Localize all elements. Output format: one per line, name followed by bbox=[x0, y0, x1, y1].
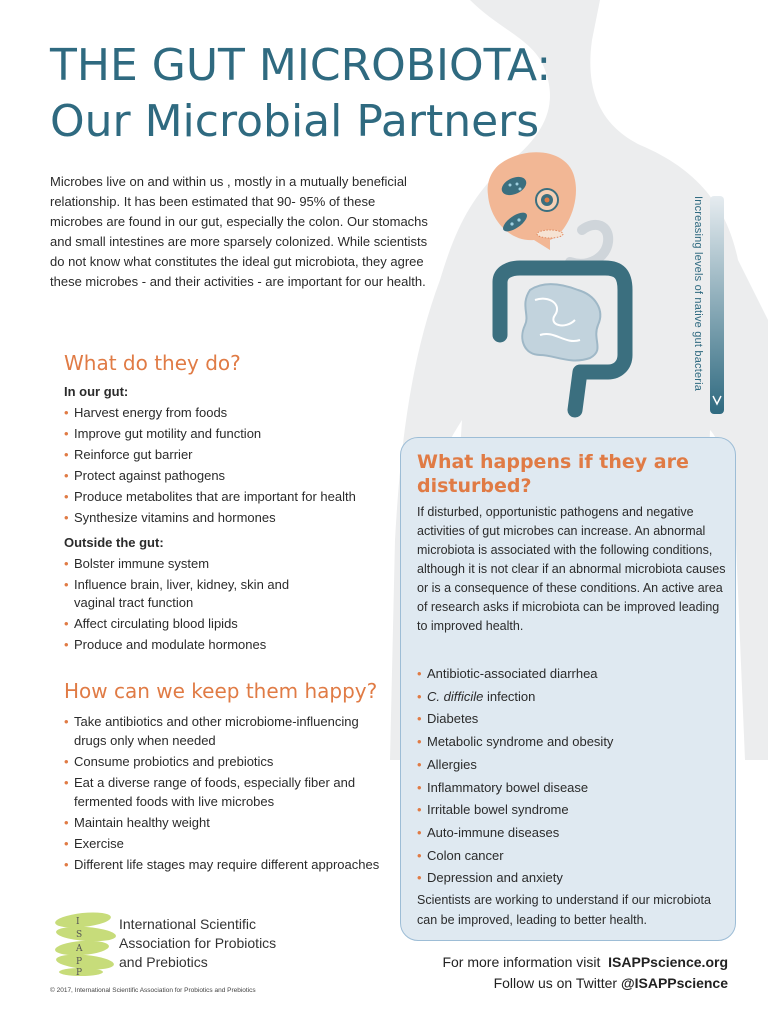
page-title bbox=[50, 38, 670, 150]
list-item: • Irritable bowel syndrome bbox=[417, 799, 727, 822]
org-name bbox=[119, 915, 319, 972]
conditions-list bbox=[417, 663, 727, 890]
list-item: • Inflammatory bowel disease bbox=[417, 777, 727, 800]
isapp-logo bbox=[50, 910, 120, 976]
svg-text:P: P bbox=[76, 968, 83, 976]
list-item: • Different life stages may require different approaches bbox=[64, 855, 384, 874]
intestine-icon bbox=[500, 268, 625, 410]
title-line-2: Our Microbial Partners bbox=[50, 96, 540, 147]
disturbed-outro: Scientists are working to understand if our microbiota can be improved, leading to better health. bbox=[417, 893, 711, 927]
list-item: • Reinforce gut barrier bbox=[64, 445, 394, 465]
disturbed-heading: What happens if they are disturbed? bbox=[417, 451, 689, 497]
list-item: • Exercise bbox=[64, 834, 384, 853]
org-line: International Scientific bbox=[119, 916, 256, 932]
what-do-they-do-heading: What do they do? bbox=[64, 351, 241, 375]
in-gut-list bbox=[64, 403, 394, 529]
arrow-down-icon bbox=[709, 196, 725, 414]
list-item: • Take antibiotics and other microbiome-influencing drugs only when needed bbox=[64, 712, 384, 750]
list-item: • Maintain healthy weight bbox=[64, 813, 384, 832]
svg-text:S: S bbox=[76, 930, 83, 940]
svg-text:A: A bbox=[76, 944, 83, 954]
list-item: • Produce and modulate hormones bbox=[64, 636, 294, 654]
svg-text:P: P bbox=[76, 957, 83, 967]
list-item: • Affect circulating blood lipids bbox=[64, 615, 294, 633]
list-item: • Improve gut motility and function bbox=[64, 424, 394, 444]
list-item: • Depression and anxiety bbox=[417, 867, 727, 890]
title-line-1: THE GUT MICROBIOTA: bbox=[50, 40, 552, 91]
list-item: • Synthesize vitamins and hormones bbox=[64, 508, 394, 528]
list-item: • Allergies bbox=[417, 754, 727, 777]
list-item: • C. difficile infection bbox=[417, 686, 727, 709]
list-item: • Colon cancer bbox=[417, 845, 727, 868]
stomach-icon bbox=[570, 225, 608, 264]
twitter-handle-link[interactable]: @ISAPPscience bbox=[620, 975, 728, 991]
info-prefix: For more information visit bbox=[442, 954, 601, 970]
c-difficile-italic: C. difficile bbox=[427, 688, 484, 704]
microbe-cluster-icon bbox=[488, 152, 576, 250]
outside-gut-list bbox=[64, 555, 294, 657]
bacteria-gradient-label: Increasing levels of native gut bacteria bbox=[692, 196, 704, 392]
intro-paragraph: Microbes live on and within us , mostly in a mutually beneficial relationship. It has been estimated that 90- 95% of these microbes are found in our gut, especially the colon. Our stomachs and small intestines are more sparsely colonized. While scientists do not know what constitutes the ideal gut microbiota, they agree these microbes - and their activities - are important for our health. bbox=[50, 174, 428, 289]
list-item: • Auto-immune diseases bbox=[417, 822, 727, 845]
website-link[interactable]: ISAPPscience.org bbox=[608, 954, 728, 970]
copyright: © 2017, International Scientific Association for Probiotics and Prebiotics bbox=[50, 987, 256, 994]
org-line: Association for Probiotics bbox=[119, 935, 277, 951]
list-item: • Influence brain, liver, kidney, skin and vaginal tract function bbox=[64, 576, 294, 612]
keep-happy-list bbox=[64, 712, 384, 876]
list-item: • Metabolic syndrome and obesity bbox=[417, 731, 727, 754]
list-item: • Harvest energy from foods bbox=[64, 403, 394, 423]
gut-illustration bbox=[470, 150, 660, 425]
keep-happy-heading: How can we keep them happy? bbox=[64, 679, 378, 703]
contact-info bbox=[442, 952, 728, 994]
in-gut-subheading: In our gut: bbox=[64, 384, 129, 399]
list-item: • Antibiotic-associated diarrhea bbox=[417, 663, 727, 686]
list-item: • Protect against pathogens bbox=[64, 466, 394, 486]
disturbed-panel bbox=[400, 437, 736, 941]
list-item: • Eat a diverse range of foods, especially fiber and fermented foods with live microbes bbox=[64, 773, 384, 811]
list-item: • Consume probiotics and prebiotics bbox=[64, 752, 384, 771]
outside-gut-subheading: Outside the gut: bbox=[64, 535, 164, 550]
twitter-prefix: Follow us on Twitter bbox=[493, 975, 618, 991]
disturbed-intro: If disturbed, opportunistic pathogens and negative activities of gut microbes can increase. An abnormal microbiota is associated with the following conditions, although it is not clear if an abnormal microbiota causes or is a consequence of these conditions. An active area of research asks if microbiota can be improved leading to improved health. bbox=[417, 505, 726, 633]
svg-text:I: I bbox=[76, 917, 80, 927]
list-item: • Diabetes bbox=[417, 708, 727, 731]
list-item: • Bolster immune system bbox=[64, 555, 294, 573]
org-line: and Prebiotics bbox=[119, 954, 208, 970]
list-item: • Produce metabolites that are important for health bbox=[64, 487, 394, 507]
